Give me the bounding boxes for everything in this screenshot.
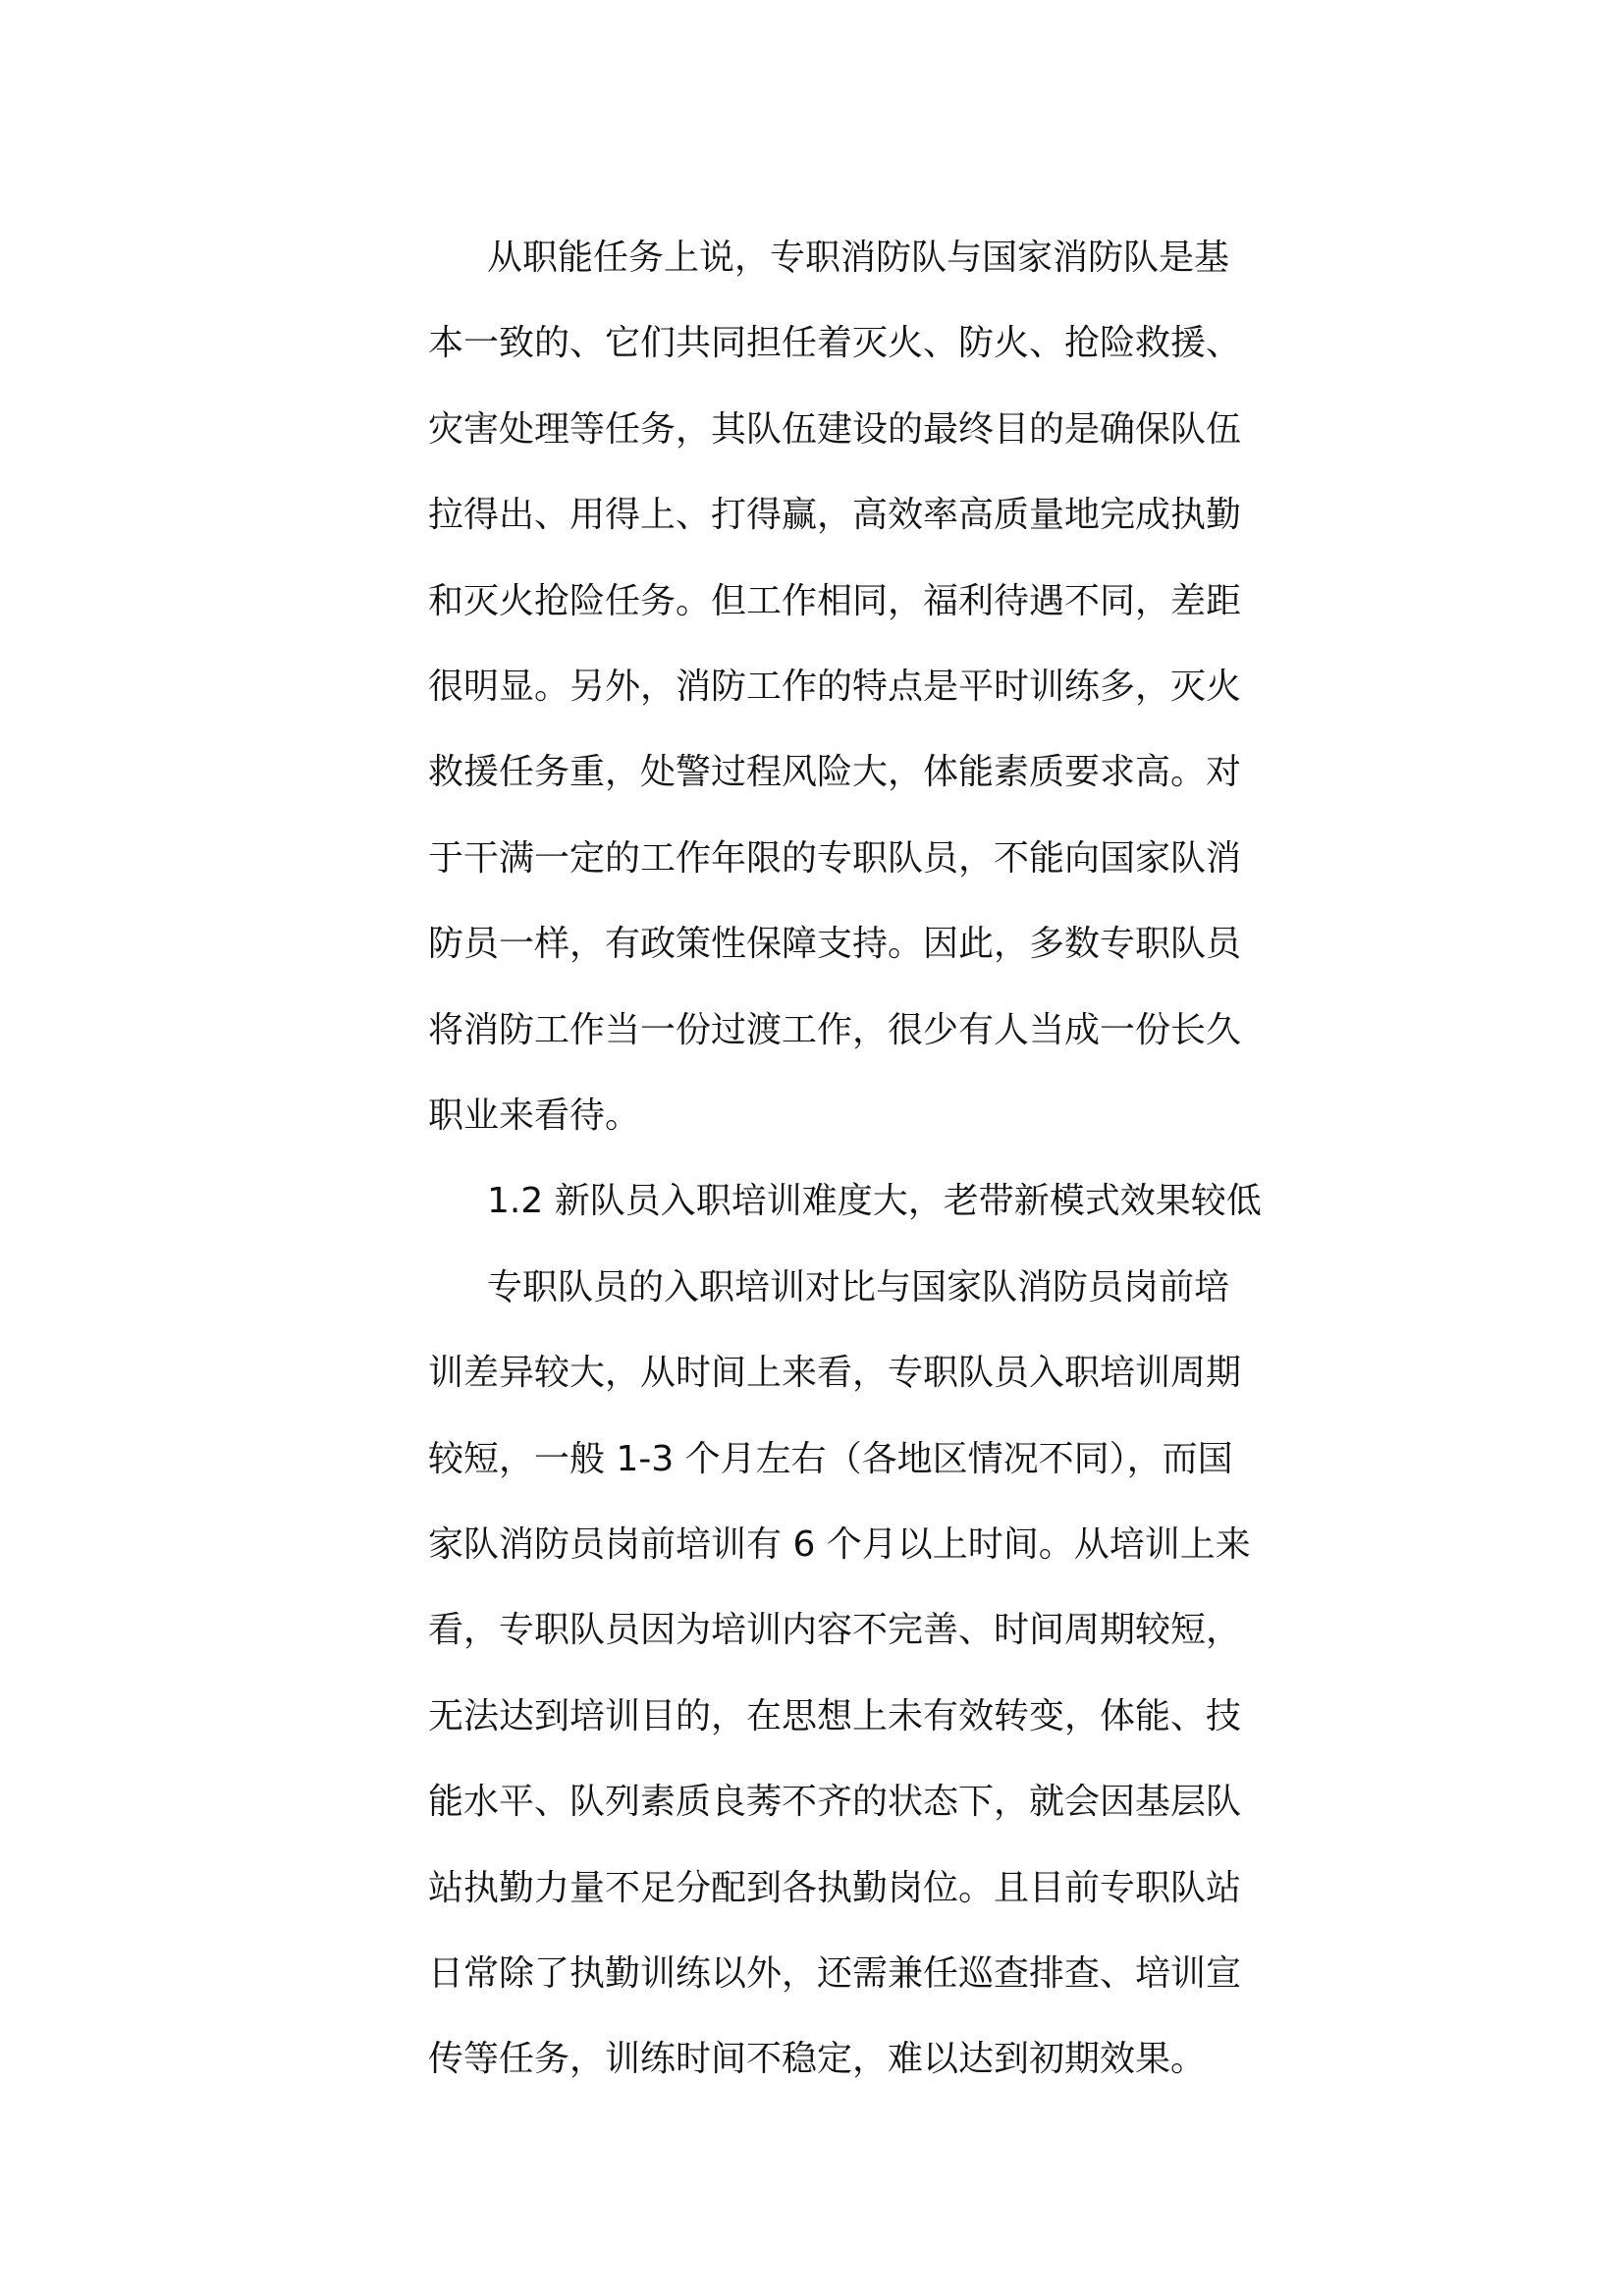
paragraph-line: 将消防工作当一份过渡工作，很少有人当成一份长久 bbox=[428, 1009, 1242, 1050]
paragraph-line: 于干满一定的工作年限的专职队员，不能向国家队消 bbox=[428, 837, 1242, 879]
paragraph-line: 看，专职队员因为培训内容不完善、时间周期较短， bbox=[428, 1610, 1242, 1651]
paragraph-line: 家队消防员岗前培训有 6 个月以上时间。从培训上来 bbox=[428, 1524, 1251, 1565]
paragraph-line: 本一致的、它们共同担任着灭火、防火、抢险救援、 bbox=[428, 323, 1242, 364]
paragraph-line: 训差异较大，从时间上来看，专职队员入职培训周期 bbox=[428, 1353, 1242, 1394]
paragraph-line: 职业来看待。 bbox=[428, 1095, 641, 1136]
paragraph-line: 无法达到培训目的，在思想上未有效转变，体能、技 bbox=[428, 1695, 1242, 1736]
paragraph-line: 和灭火抢险任务。但工作相同，福利待遇不同，差距 bbox=[428, 580, 1242, 621]
paragraph-line: 传等任务，训练时间不稳定，难以达到初期效果。 bbox=[428, 2039, 1207, 2080]
paragraph-line: 从职能任务上说，专职消防队与国家消防队是基 bbox=[487, 238, 1230, 278]
paragraph-line: 拉得出、用得上、打得赢，高效率高质量地完成执勤 bbox=[428, 495, 1242, 536]
paragraph-line: 站执勤力量不足分配到各执勤岗位。且目前专职队站 bbox=[428, 1867, 1242, 1908]
paragraph-line: 较短，一般 1-3 个月左右（各地区情况不同），而国 bbox=[428, 1438, 1233, 1479]
paragraph-line: 防员一样，有政策性保障支持。因此，多数专职队员 bbox=[428, 924, 1242, 965]
paragraph-line: 很明显。另外，消防工作的特点是平时训练多，灭火 bbox=[428, 667, 1242, 707]
paragraph-line: 灾害处理等任务，其队伍建设的最终目的是确保队伍 bbox=[428, 408, 1242, 450]
paragraph-line: 日常除了执勤训练以外，还需兼任巡查排查、培训宣 bbox=[428, 1953, 1242, 1994]
paragraph-line: 能水平、队列素质良莠不齐的状态下，就会因基层队 bbox=[428, 1782, 1242, 1823]
paragraph-line: 救援任务重，处警过程风险大，体能素质要求高。对 bbox=[428, 752, 1242, 793]
paragraph-line: 专职队员的入职培训对比与国家队消防员岗前培 bbox=[487, 1266, 1230, 1308]
section-heading: 1.2 新队员入职培训难度大，老带新模式效果较低 bbox=[487, 1181, 1262, 1222]
